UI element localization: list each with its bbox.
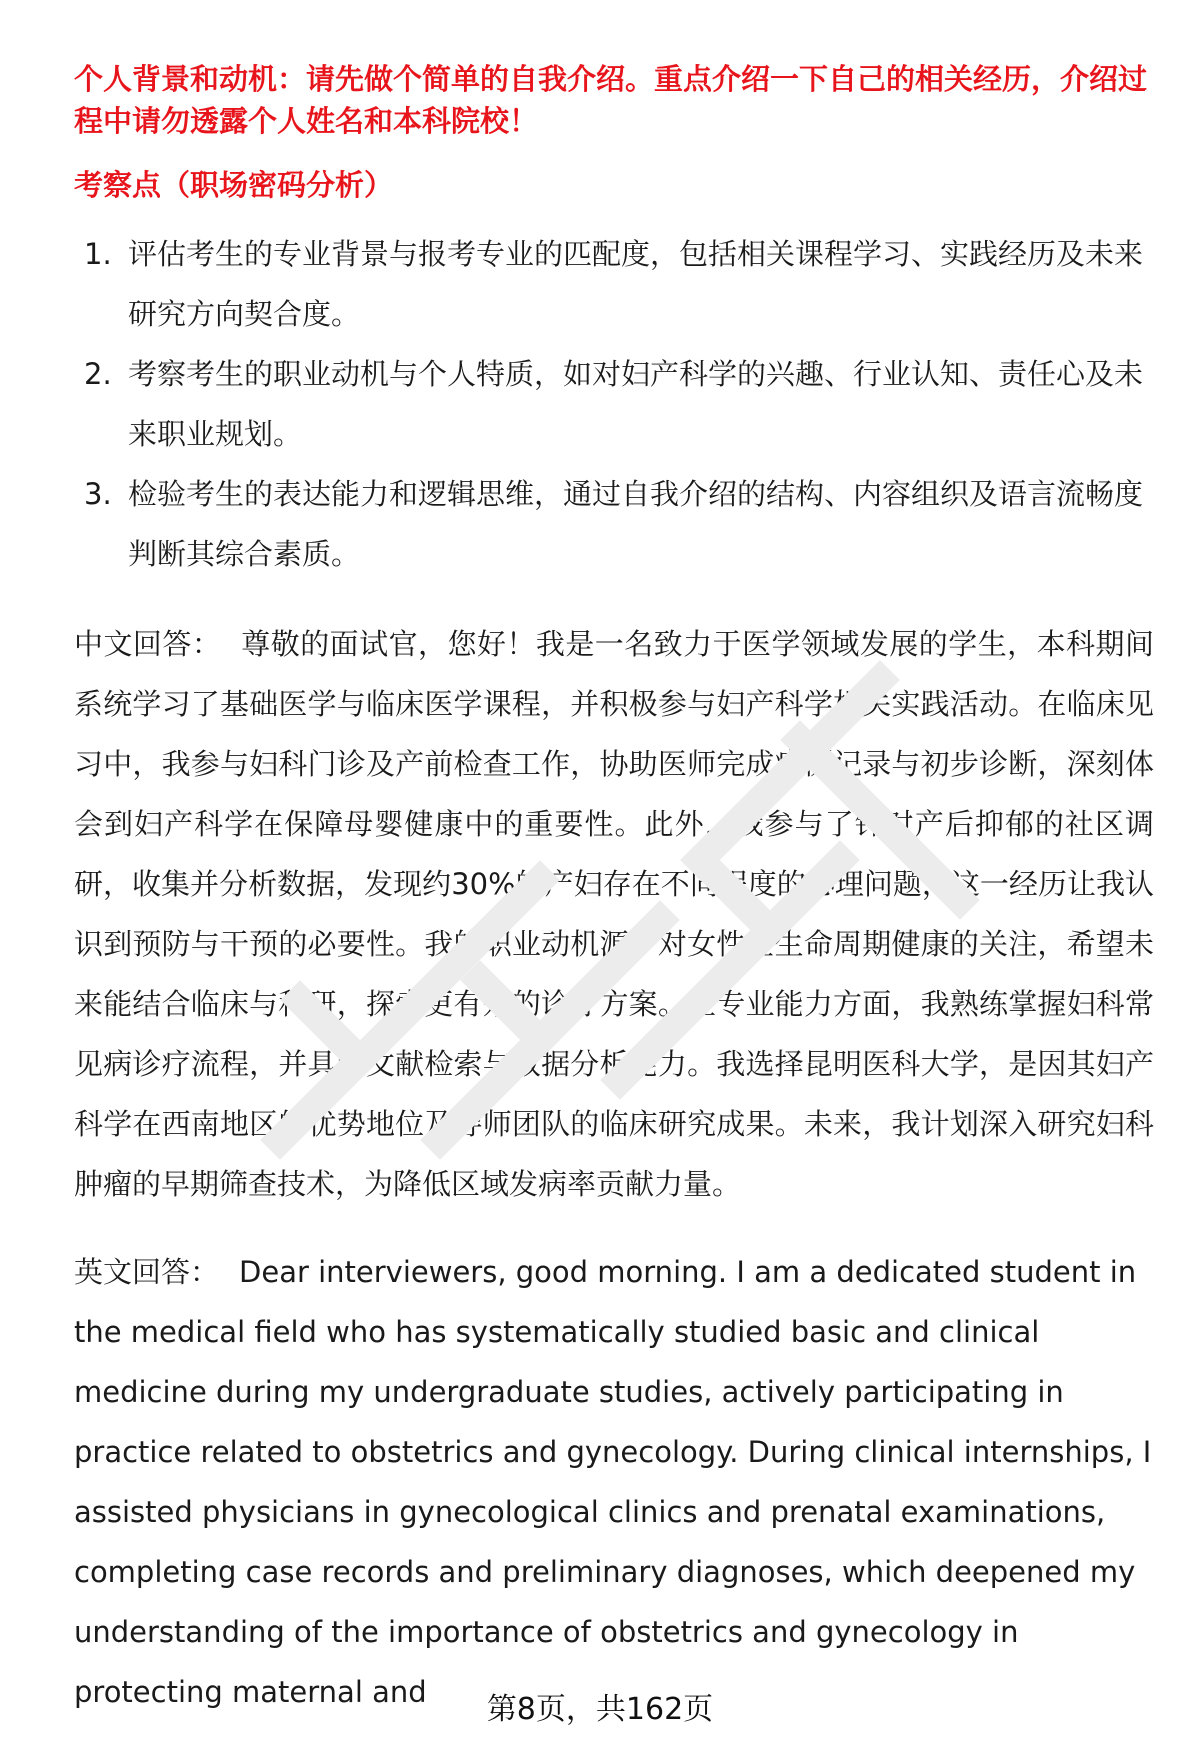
- english-answer: [74, 1242, 1154, 1722]
- chinese-answer-label: 中文回答：: [74, 627, 222, 661]
- list-item: [74, 224, 1154, 344]
- list-item: [74, 344, 1154, 464]
- chinese-answer-text: 尊敬的面试官，您好！我是一名致力于医学领域发展的学生，本科期间系统学习了基础医学与临床医学课程，并积极参与妇产科学相关实践活动。在临床见习中，我参与妇科门诊及产前检查工作，协助医师完成病例记录与初步诊断，深刻体会到妇产科学在保障母婴健康中的重要性。此外，我参与了针对产后抑郁的社区调研，收集并分析数据，发现约30%的产妇存在不同程度的心理问题，这一经历让我认识到预防与干预的必要性。我的职业动机源于对女性全生命周期健康的关注，希望未来能结合临床与科研，探索更有效的诊疗方案。在专业能力方面，我熟练掌握妇科常见病诊疗流程，并具备文献检索与数据分析能力。我选择昆明医科大学，是因其妇产科学在西南地区的优势地位及导师团队的临床研究成果。未来，我计划深入研究妇科肿瘤的早期筛查技术，为降低区域发病率贡献力量。: [74, 627, 1154, 1201]
- english-answer-label: 英文回答：: [74, 1255, 220, 1289]
- interview-question: 个人背景和动机：请先做个简单的自我介绍。重点介绍一下自己的相关经历，介绍过程中请勿透露个人姓名和本科院校！: [74, 62, 1148, 138]
- list-item-number: 3.: [84, 477, 112, 511]
- english-answer-text: Dear interviewers, good morning. I am a dedicated student in the medical field who has systematically studied basic and clinical medicine during my undergraduate studies, actively participating in practice related to obstetrics and gynecology. During clinical internships, I assisted physicians in gynecological clinics and prenatal examinations, completing case records and preliminary diagnoses, which deepened my understanding of the importance of obstetrics and gynecology in protecting maternal and: [74, 1255, 1152, 1709]
- list-item-text: 考察考生的职业动机与个人特质，如对妇产科学的兴趣、行业认知、责任心及未来职业规划。: [128, 357, 1144, 451]
- assessment-points-list: [74, 224, 1154, 584]
- section-title: 考察点（职场密码分析）: [74, 168, 394, 202]
- list-item-number: 1.: [84, 237, 112, 271]
- list-item: [74, 464, 1154, 584]
- page-footer: 第8页，共162页: [486, 1692, 714, 1727]
- list-item-text: 检验考生的表达能力和逻辑思维，通过自我介绍的结构、内容组织及语言流畅度判断其综合素质。: [128, 477, 1144, 571]
- list-item-text: 评估考生的专业背景与报考专业的匹配度，包括相关课程学习、实践经历及未来研究方向契合度。: [128, 237, 1144, 331]
- document-page: [74, 58, 1154, 1722]
- list-item-number: 2.: [84, 357, 112, 391]
- chinese-answer: [74, 614, 1154, 1214]
